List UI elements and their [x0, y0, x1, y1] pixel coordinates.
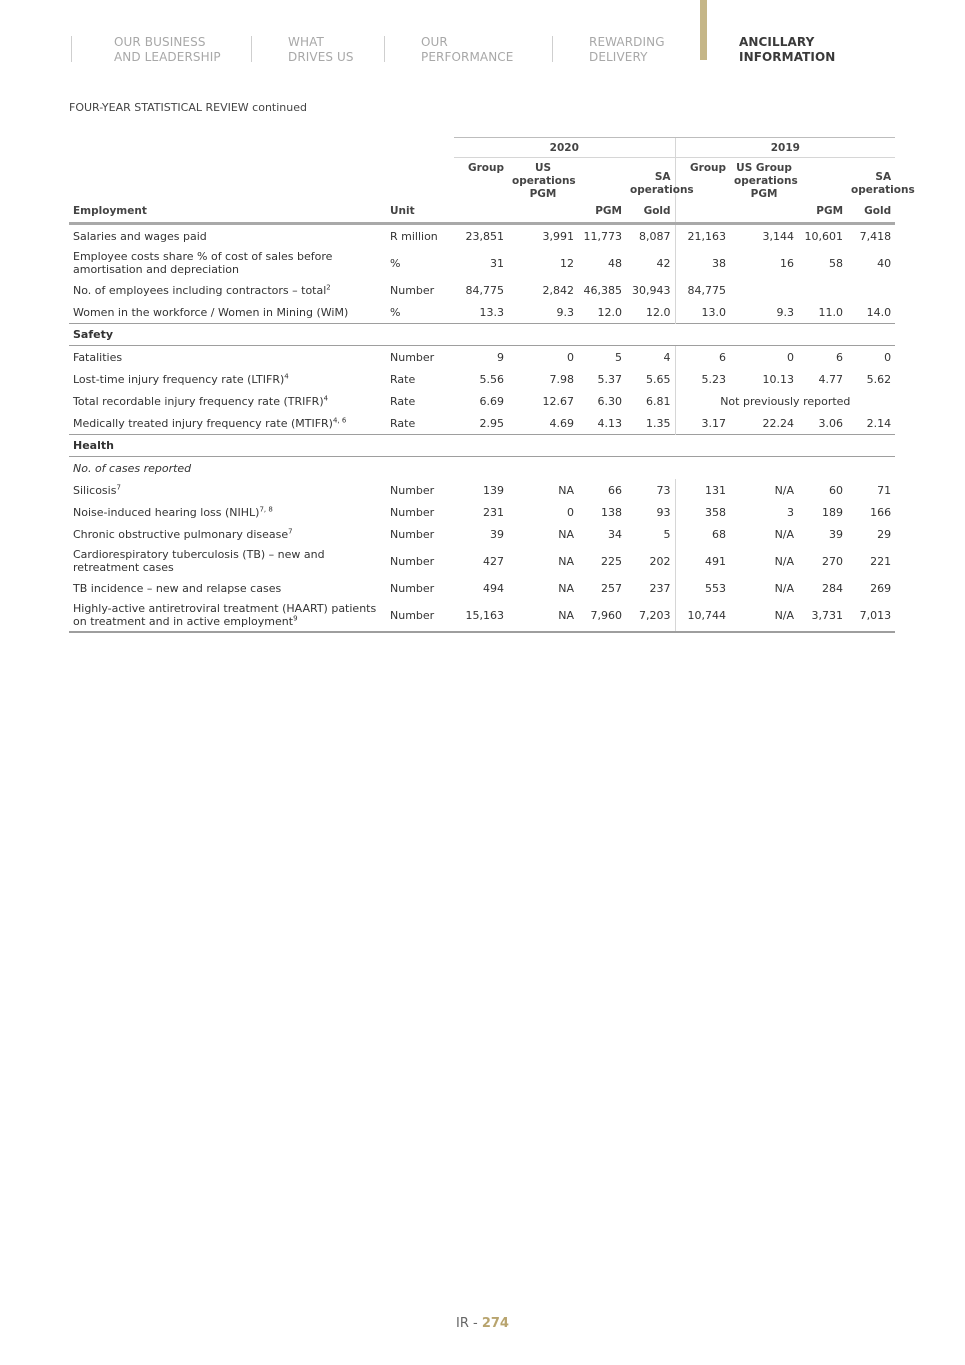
nav-item-label: REWARDING: [589, 35, 665, 49]
nav-item-label: OUR: [421, 35, 448, 49]
health-heading: Health: [69, 435, 895, 457]
page-number: 274: [481, 1316, 509, 1331]
nav-item-ancillary-information[interactable]: [739, 35, 835, 65]
table-row: No. of employees including contractors – total$^2$ Number 84,775 2,842 46,385 30,943 84,775: [69, 279, 895, 301]
nav-divider: [251, 36, 252, 62]
table-row: Employee costs share % of cost of sales before amortisation and depreciation % 31 12 48 42 38 16 58 40: [69, 247, 895, 279]
statistical-review-table: [69, 137, 915, 633]
us-ops-2019-header: US Group operations PGM: [734, 162, 798, 200]
table-row: Total recordable injury frequency rate (TRIFR)$^4$ Rate 6.69 12.67 6.30 6.81 Not previously reported: [69, 390, 895, 412]
table-row: Women in the workforce / Women in Mining (WiM) % 13.3 9.3 12.0 12.0 13.0 9.3 11.0 14.0: [69, 301, 895, 324]
health-subheading: No. of cases reported: [73, 461, 192, 475]
not-previously-reported-note: Not previously reported: [675, 390, 895, 412]
table-row: Medically treated injury frequency rate (MTIFR)$^{4, 6}$ Rate 2.95 4.69 4.13 1.35 3.17 22.24 3.06 2.14: [69, 412, 895, 435]
table-row: Lost-time injury frequency rate (LTIFR)$^4$ Rate 5.56 7.98 5.37 5.65 5.23 10.13 4.77 5.62: [69, 368, 895, 390]
section-heading: FOUR-YEAR STATISTICAL REVIEW continued: [69, 101, 307, 114]
table-row: Cardiorespiratory tuberculosis (TB) – new and retreatment cases Number 427 NA 225 202 491 N/A 270 221: [69, 545, 895, 577]
table-row: Noise-induced hearing loss (NIHL)$^{7, 8}$ Number 231 0 138 93 358 3 189 166: [69, 501, 895, 523]
nav-item-rewarding-delivery[interactable]: [589, 35, 665, 65]
nav-item-our-performance[interactable]: [421, 35, 513, 65]
year-2019-header: 2019: [675, 138, 895, 158]
pgm-2020-header: PGM: [595, 205, 622, 217]
nav-item-label: OUR BUSINESS: [114, 35, 206, 49]
subheading-row: [69, 457, 895, 480]
table-row: Chronic obstructive pulmonary disease$^7$ Number 39 NA 34 5 68 N/A 39 29: [69, 523, 895, 545]
nav-item-label: PERFORMANCE: [421, 50, 514, 64]
employment-header: Employment: [73, 205, 147, 217]
table-row: TB incidence – new and relapse cases Number 494 NA 257 237 553 N/A 284 269: [69, 577, 895, 599]
page-footer: [0, 1316, 965, 1331]
table-row: Highly-active antiretroviral treatment (HAART) patients on treatment and in active employment$^9$ Number 15,163 NA 7,960 7,203 10,744 N/A 3,731 7,013: [69, 599, 895, 632]
us-ops-2020-header: US operations PGM: [512, 162, 576, 200]
table-row: Silicosis$^7$ Number 139 NA 66 73 131 N/A 60 71: [69, 479, 895, 501]
nav-divider: [71, 36, 72, 62]
nav-item-label: DRIVES US: [288, 50, 354, 64]
nav-item-label: ANCILLARY: [739, 35, 815, 49]
footer-prefix: IR -: [456, 1316, 482, 1331]
nav-item-what-drives-us[interactable]: [288, 35, 354, 65]
year-2020-header: 2020: [454, 138, 675, 158]
unit-header: Unit: [390, 205, 415, 217]
nav-item-label: DELIVERY: [589, 50, 648, 64]
nav-item-label: WHAT: [288, 35, 324, 49]
nav-item-our-business[interactable]: [114, 35, 221, 65]
nav-item-label: INFORMATION: [739, 50, 836, 64]
section-header-row: [69, 324, 895, 346]
safety-heading: Safety: [69, 324, 895, 346]
section-header-row: [69, 435, 895, 457]
group-2019-header: Group: [675, 158, 730, 224]
nav-active-indicator: [700, 0, 707, 60]
table-row: Fatalities Number 9 0 5 4 6 0 6 0: [69, 346, 895, 369]
nav-divider: [552, 36, 553, 62]
top-navigation: [0, 0, 965, 80]
table-row: Salaries and wages paid R million 23,851 3,991 11,773 8,087 21,163 3,144 10,601 7,418: [69, 224, 895, 248]
sa-ops-2020-header: SA operations Gold: [630, 171, 694, 217]
pgm-2019-header: PGM: [816, 205, 844, 217]
nav-item-label: AND LEADERSHIP: [114, 50, 221, 64]
sa-ops-2019-header: SA operations Gold: [851, 171, 915, 217]
nav-divider: [384, 36, 385, 62]
group-2020-header: Group: [467, 162, 504, 174]
